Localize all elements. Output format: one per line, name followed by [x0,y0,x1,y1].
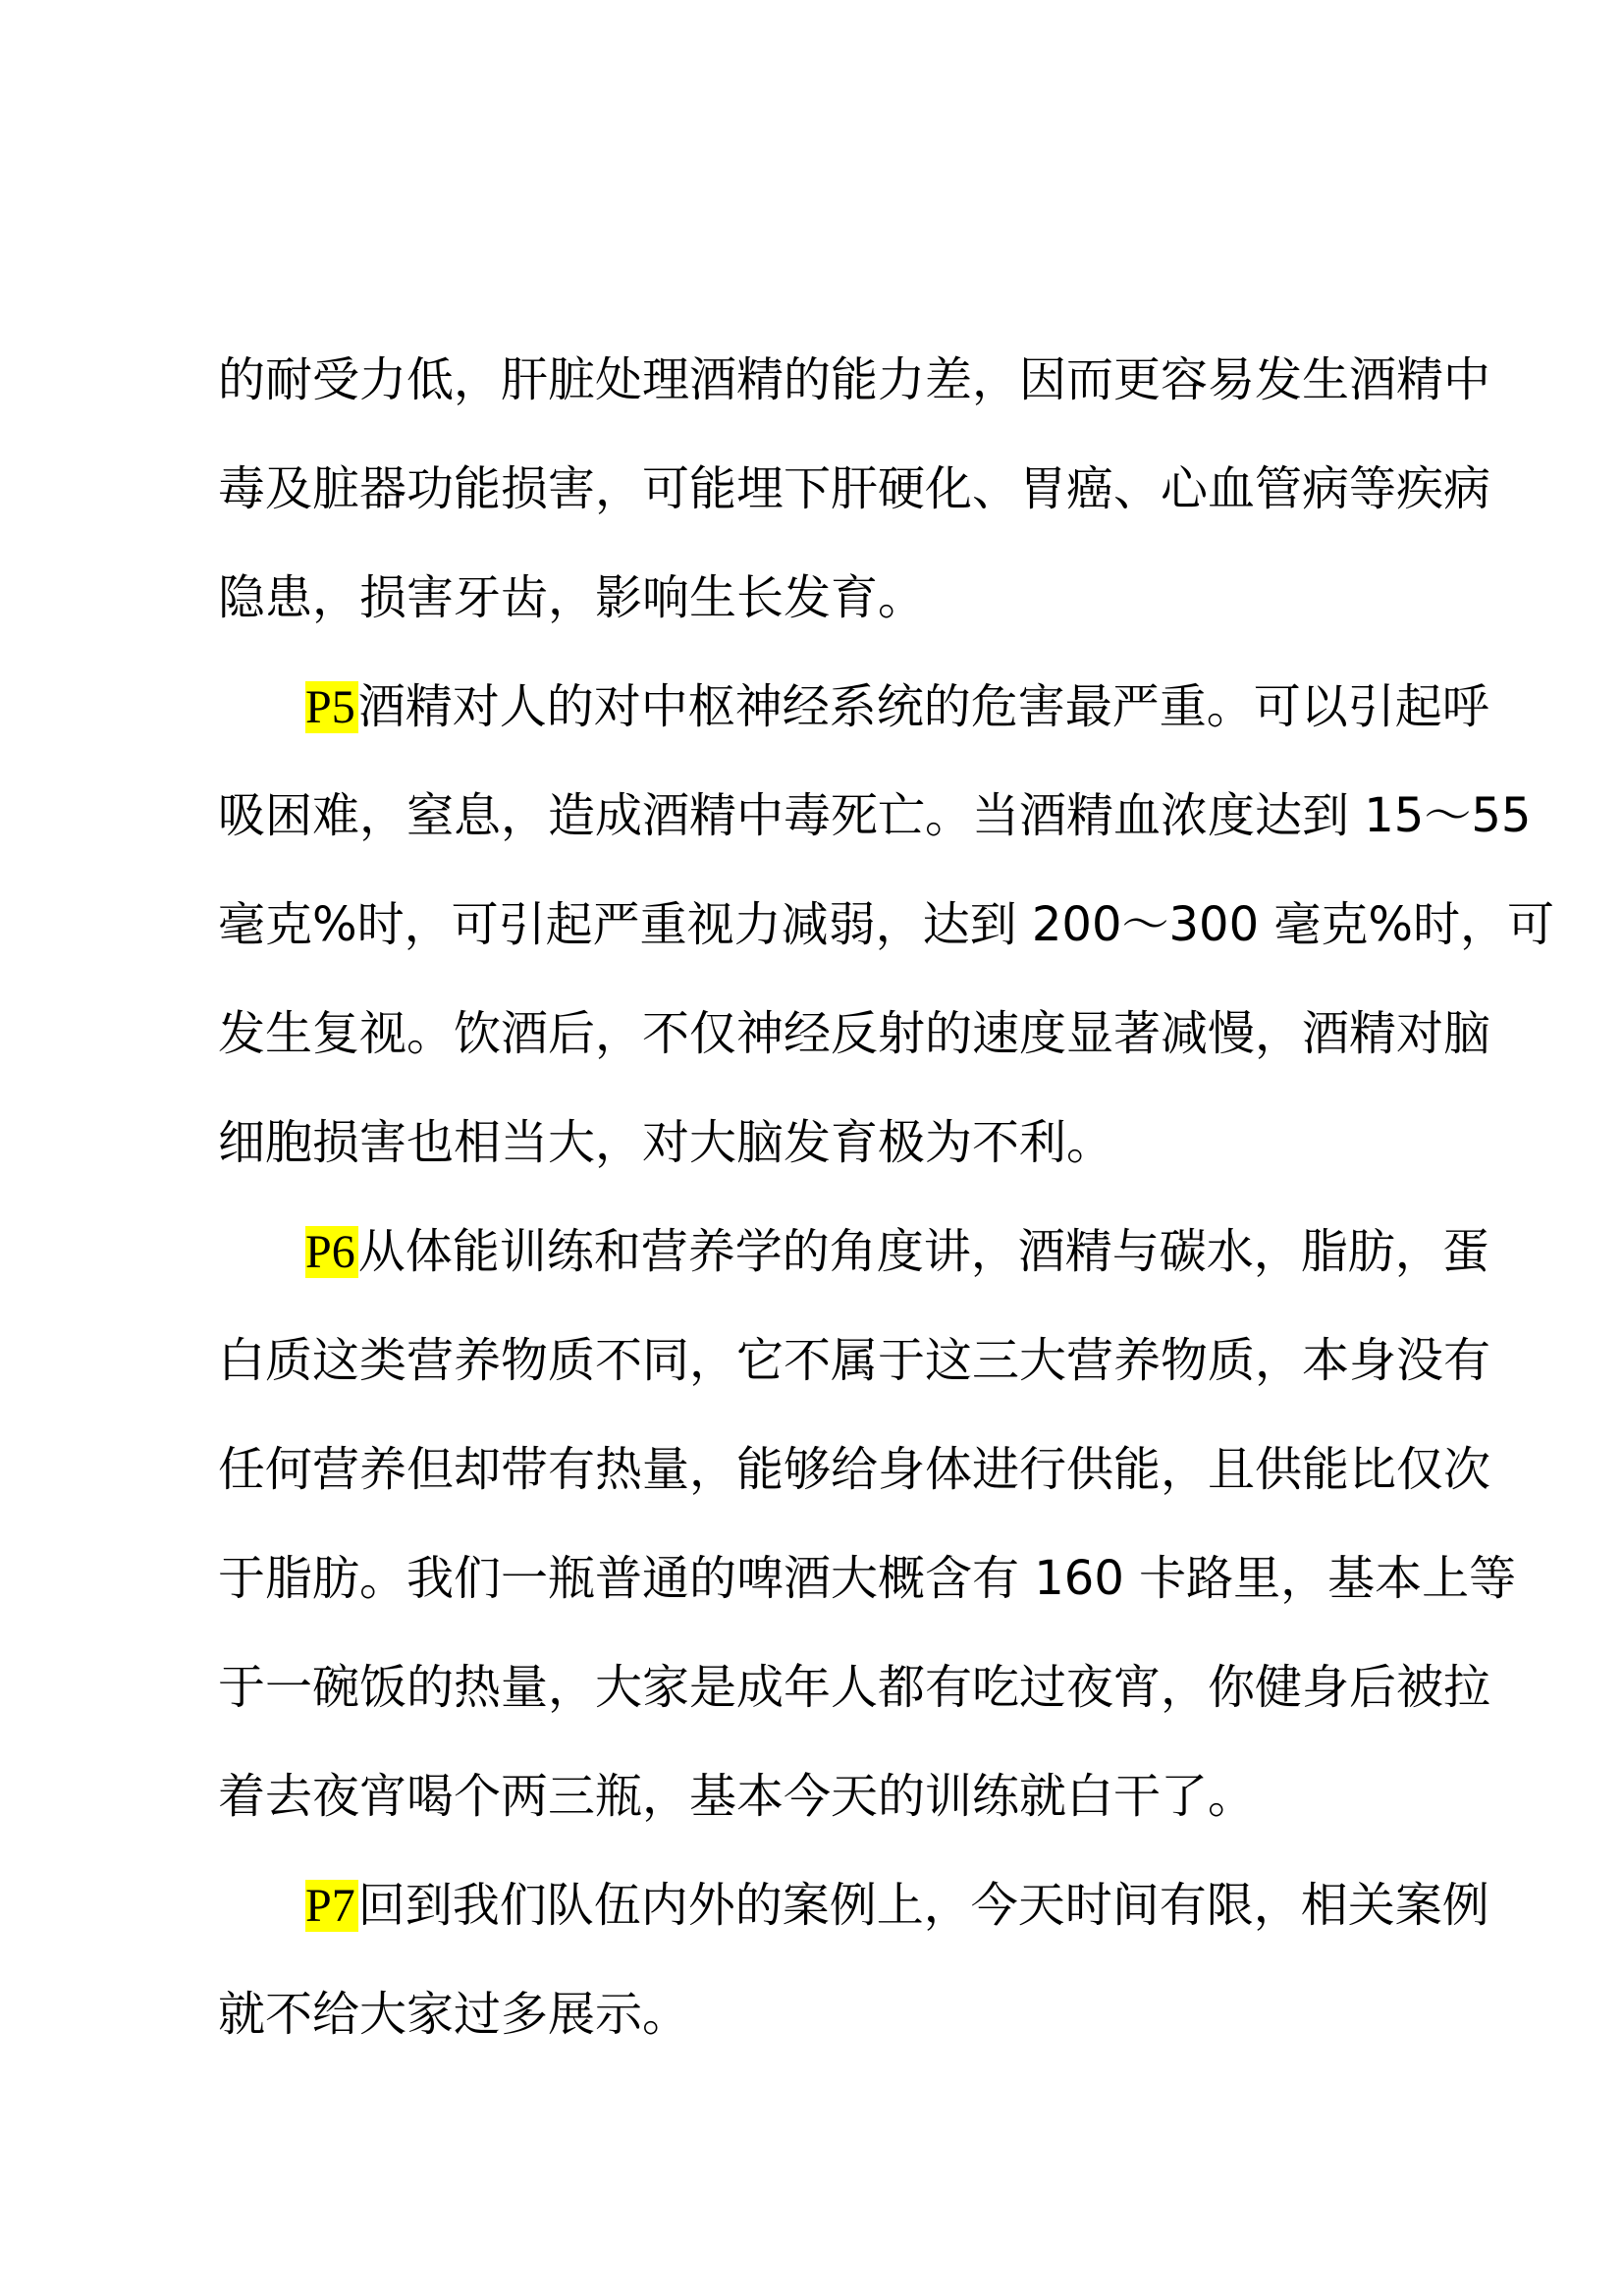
text-line-content: 回到我们队伍内外的案例上，今天时间有限，相关案例 [357,1878,1489,1933]
text-line: 任何营养但却带有热量，能够给身体进行供能，且供能比仅次 [218,1442,1491,1497]
text-line [218,1212,1489,1321]
text-line [218,1866,1489,1975]
text-line-content: 酒精对人的对中枢神经系统的危害最严重。可以引起呼 [357,679,1489,734]
text-line-content: 从体能训练和营养学的角度讲，酒精与碳水，脂肪，蛋 [357,1224,1489,1279]
text-line: 白质这类营养物质不同，它不属于这三大营养物质，本身没有 [218,1333,1491,1388]
body-text [218,341,1554,2084]
paragraph-continuation [218,341,1491,667]
paragraph-p6 [218,1212,1517,1866]
text-line: 着去夜宵喝个两三瓶，基本今天的训练就白干了。 [218,1769,1256,1824]
text-line: 隐患，损害牙齿，影响生长发育。 [218,570,926,625]
text-line [218,667,1489,776]
text-line: 的耐受力低，肝脏处理酒精的能力差，因而更容易发生酒精中 [218,352,1491,407]
text-line: 吸困难，窒息，造成酒精中毒死亡。当酒精血浓度达到 15～55 [218,788,1532,843]
paragraph-p7 [218,1866,1489,2084]
text-line: 毒及脏器功能损害，可能埋下肝硬化、胃癌、心血管病等疾病 [218,461,1491,516]
paragraph-marker-p5: P5 [305,681,358,733]
text-line: 发生复视。饮酒后，不仅神经反射的速度显著减慢，酒精对脑 [218,1006,1491,1061]
text-line: 毫克%时，可引起严重视力减弱，达到 200～300 毫克%时，可 [218,897,1554,952]
text-line: 就不给大家过多展示。 [218,1987,690,2042]
text-line: 于一碗饭的热量，大家是成年人都有吃过夜宵，你健身后被拉 [218,1660,1491,1715]
text-line: 细胞损害也相当大，对大脑发育极为不利。 [218,1115,1114,1170]
text-line: 于脂肪。我们一瓶普通的啤酒大概含有 160 卡路里，基本上等 [218,1551,1517,1606]
paragraph-p5 [218,667,1554,1212]
paragraph-marker-p6: P6 [305,1226,358,1278]
paragraph-marker-p7: P7 [305,1880,358,1932]
